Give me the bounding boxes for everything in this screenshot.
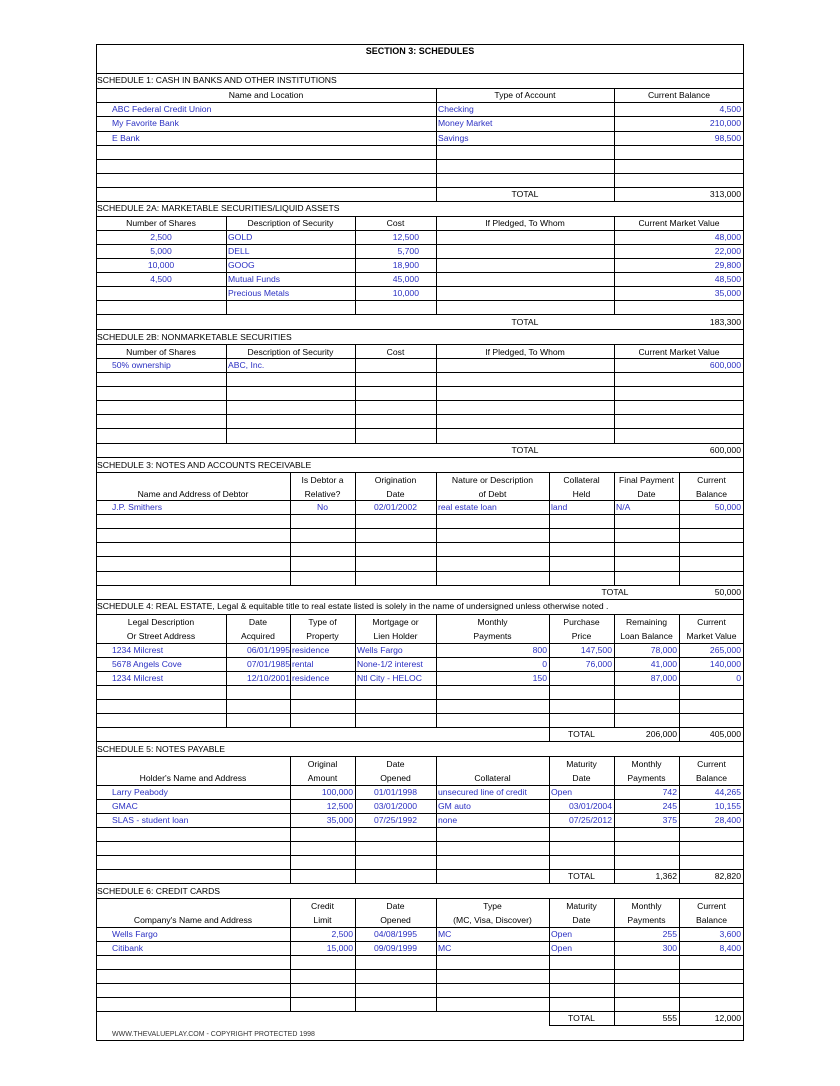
s4-header-price-2: Price <box>571 631 592 641</box>
grid-line <box>96 344 744 345</box>
s4-row-loan: 41,000 <box>650 659 677 669</box>
s4-total-loan: 206,000 <box>645 729 677 739</box>
s6-header-type-1: Type <box>483 901 502 911</box>
grid-line <box>96 244 744 245</box>
s3-header-coll-1: Collateral <box>563 475 600 485</box>
s6-row-lim: 15,000 <box>326 943 353 953</box>
s2a-total-label: TOTAL <box>511 317 539 327</box>
grid-line <box>96 983 744 984</box>
s2a-row-cost: 18,900 <box>392 260 419 270</box>
s5-row-open: 07/25/1992 <box>373 815 417 825</box>
grid-line <box>96 785 744 786</box>
grid-line <box>96 443 744 444</box>
grid-line <box>96 528 744 529</box>
grid-line <box>96 713 744 714</box>
s4-row-loan: 78,000 <box>650 645 677 655</box>
schedule-2a-title: SCHEDULE 2A: MARKETABLE SECURITIES/LIQUID ASSETS <box>97 203 340 213</box>
s2a-header-cost: Cost <box>386 218 405 228</box>
grid-line <box>96 657 744 658</box>
s5-row-holder: SLAS - student loan <box>112 815 189 825</box>
grid-line <box>96 472 744 473</box>
grid-line <box>96 741 744 742</box>
s4-header-mort-2: Lien Holder <box>373 631 418 641</box>
s1-row-balance: 98,500 <box>714 133 741 143</box>
s4-row-type: residence <box>292 673 330 683</box>
s2a-row-shares: 5,000 <box>150 246 172 256</box>
s6-row-type: MC <box>438 943 452 953</box>
grid-line <box>96 88 744 89</box>
s4-total-mkt: 405,000 <box>709 729 741 739</box>
s6-header-comp: Company's Name and Address <box>133 915 253 925</box>
s5-total-bal: 82,820 <box>714 871 741 881</box>
grid-line <box>96 372 744 373</box>
schedule-6-title: SCHEDULE 6: CREDIT CARDS <box>97 886 221 896</box>
s5-header-amt-2: Amount <box>307 773 338 783</box>
s3-header-bal-1: Current <box>697 475 726 485</box>
s6-header-mat-1: Maturity <box>566 901 597 911</box>
s4-header-mkt-1: Current <box>697 617 726 627</box>
s1-header-name: Name and Location <box>228 90 304 100</box>
s5-header-pay-2: Payments <box>627 773 666 783</box>
grid-line <box>96 799 744 800</box>
s3-row-orig: 02/01/2002 <box>373 502 417 512</box>
s2a-row-desc: GOLD <box>228 232 253 242</box>
s4-row-lien: Wells Fargo <box>357 645 403 655</box>
s6-header-bal-2: Balance <box>695 915 728 925</box>
s5-header-bal-2: Balance <box>695 773 728 783</box>
grid-line <box>96 230 744 231</box>
s5-row-amt: 12,500 <box>326 801 353 811</box>
s6-header-open-1: Date <box>386 901 405 911</box>
grid-line <box>96 599 744 600</box>
s4-header-price-1: Purchase <box>563 617 600 627</box>
s6-header-mat-2: Date <box>572 915 591 925</box>
s2a-header-desc: Description of Security <box>247 218 334 228</box>
s4-row-addr: 5678 Angels Cove <box>112 659 182 669</box>
s4-header-legal-2: Or Street Address <box>126 631 196 641</box>
s6-row-open: 09/09/1999 <box>373 943 417 953</box>
s1-row-type: Checking <box>438 104 474 114</box>
s1-row-name: ABC Federal Credit Union <box>112 104 212 114</box>
s2a-row-desc: GOOG <box>228 260 255 270</box>
s5-row-pay: 375 <box>662 815 677 825</box>
s4-row-mkt: 0 <box>736 673 741 683</box>
s6-row-bal: 3,600 <box>719 929 741 939</box>
s3-row-rel: No <box>317 502 328 512</box>
s5-header-pay-1: Monthly <box>631 759 662 769</box>
grid-line <box>96 358 744 359</box>
grid-line <box>96 428 744 429</box>
s3-header-nature-2: of Debt <box>478 489 507 499</box>
s3-row-name: J.P. Smithers <box>112 502 162 512</box>
grid-line <box>96 643 744 644</box>
s2a-row-shares: 4,500 <box>150 274 172 284</box>
s2a-header-pledged: If Pledged, To Whom <box>485 218 565 228</box>
s2a-row-value: 29,800 <box>714 260 741 270</box>
s5-header-amt-1: Original <box>307 759 338 769</box>
s3-header-rel-2: Relative? <box>304 489 341 499</box>
grid-line <box>96 457 744 458</box>
grid-line <box>96 671 744 672</box>
s2a-row-value: 35,000 <box>714 288 741 298</box>
s2b-header-desc: Description of Security <box>247 347 334 357</box>
s4-header-mort-1: Mortgage or <box>372 617 419 627</box>
s6-total-pay: 555 <box>662 1013 677 1023</box>
s1-row-name: My Favorite Bank <box>112 118 179 128</box>
s4-row-pay: 150 <box>532 673 547 683</box>
s5-header-mat-1: Maturity <box>566 759 597 769</box>
s2b-row-shares: 50% ownership <box>112 360 171 370</box>
s5-row-bal: 28,400 <box>714 815 741 825</box>
s2a-row-shares: 10,000 <box>147 260 175 270</box>
s2b-row-value: 600,000 <box>709 360 741 370</box>
s4-row-addr: 1234 Milcrest <box>112 673 164 683</box>
s4-header-mkt-2: Market Value <box>686 631 737 641</box>
grid-line <box>96 116 744 117</box>
s2b-total: 600,000 <box>709 445 741 455</box>
s4-row-mkt: 140,000 <box>709 659 741 669</box>
grid-line <box>96 585 744 586</box>
s4-row-lien: None-1/2 interest <box>357 659 423 669</box>
schedule-2b-title: SCHEDULE 2B: NONMARKETABLE SECURITIES <box>97 332 292 342</box>
grid-line <box>96 258 744 259</box>
s4-row-type: rental <box>292 659 314 669</box>
s3-row-nature: real estate loan <box>438 502 497 512</box>
grid-line <box>96 73 744 74</box>
s5-header-holder: Holder's Name and Address <box>139 773 247 783</box>
s4-row-pay: 0 <box>542 659 547 669</box>
grid-line <box>96 500 744 501</box>
s2b-row-desc: ABC, Inc. <box>228 360 265 370</box>
s6-row-open: 04/08/1995 <box>373 929 417 939</box>
s6-header-lim-1: Credit <box>311 901 334 911</box>
s6-total-bal: 12,000 <box>714 1013 741 1023</box>
grid-line <box>96 201 744 202</box>
s4-header-date-2: Acquired <box>241 631 275 641</box>
schedule-5-title: SCHEDULE 5: NOTES PAYABLE <box>97 744 225 754</box>
s2a-header-value: Current Market Value <box>638 218 720 228</box>
s6-row-type: MC <box>438 929 452 939</box>
s4-row-price: 147,500 <box>580 645 612 655</box>
grid-line <box>96 414 744 415</box>
s4-row-addr: 1234 Milcrest <box>112 645 164 655</box>
s5-row-coll: none <box>438 815 458 825</box>
schedule-1-title: SCHEDULE 1: CASH IN BANKS AND OTHER INSTITUTIONS <box>97 75 337 85</box>
grid-line <box>549 1025 744 1026</box>
s5-row-mat: 03/01/2004 <box>568 801 612 811</box>
section-title: SECTION 3: SCHEDULES <box>365 46 475 56</box>
schedule-3-title: SCHEDULE 3: NOTES AND ACCOUNTS RECEIVABLE <box>97 460 312 470</box>
s1-header-type: Type of Account <box>494 90 556 100</box>
s4-header-pay-1: Monthly <box>477 617 508 627</box>
s6-row-pay: 300 <box>662 943 677 953</box>
s5-row-coll: unsecured line of credit <box>438 787 527 797</box>
s4-row-pay: 800 <box>532 645 547 655</box>
s2b-total-label: TOTAL <box>511 445 539 455</box>
s2a-row-value: 48,500 <box>714 274 741 284</box>
s4-header-pay-2: Payments <box>473 631 512 641</box>
s5-row-amt: 100,000 <box>321 787 353 797</box>
s5-row-mat: 07/25/2012 <box>568 815 612 825</box>
grid-line <box>96 159 744 160</box>
s2a-row-value: 22,000 <box>714 246 741 256</box>
s6-row-lim: 2,500 <box>331 929 353 939</box>
s5-row-amt: 35,000 <box>326 815 353 825</box>
s5-row-holder: Larry Peabody <box>112 787 168 797</box>
s6-header-lim-2: Limit <box>313 915 332 925</box>
grid-line <box>96 400 744 401</box>
s5-row-holder: GMAC <box>112 801 138 811</box>
s3-row-bal: 50,000 <box>714 502 741 512</box>
s5-row-bal: 44,265 <box>714 787 741 797</box>
s1-header-balance: Current Balance <box>647 90 711 100</box>
s2a-row-cost: 10,000 <box>392 288 419 298</box>
s5-row-open: 03/01/2000 <box>373 801 417 811</box>
grid-line <box>96 386 744 387</box>
s2a-header-shares: Number of Shares <box>126 218 196 228</box>
s2b-header-shares: Number of Shares <box>126 347 196 357</box>
s5-header-open-1: Date <box>386 759 405 769</box>
grid-line <box>96 756 744 757</box>
s6-row-bal: 8,400 <box>719 943 741 953</box>
grid-line <box>96 827 744 828</box>
grid-line <box>96 969 744 970</box>
grid-line <box>96 131 744 132</box>
grid-line <box>96 102 744 103</box>
s2a-total: 183,300 <box>709 317 741 327</box>
s3-header-name: Name and Address of Debtor <box>137 489 249 499</box>
s2b-header-cost: Cost <box>386 347 405 357</box>
grid-line <box>96 727 744 728</box>
s6-row-pay: 255 <box>662 929 677 939</box>
grid-line <box>96 685 744 686</box>
s3-header-rel-1: Is Debtor a <box>301 475 344 485</box>
s1-row-type: Savings <box>438 133 469 143</box>
grid-line <box>96 286 744 287</box>
s4-header-date-1: Date <box>248 617 268 627</box>
grid-line <box>96 941 744 942</box>
s4-row-loan: 87,000 <box>650 673 677 683</box>
s4-row-lien: Ntl City - HELOC <box>357 673 422 683</box>
s4-header-loan-1: Remaining <box>625 617 668 627</box>
grid-line <box>96 898 744 899</box>
grid-line <box>96 955 744 956</box>
grid-line <box>96 314 744 315</box>
s4-header-type-1: Type of <box>308 617 337 627</box>
s5-row-coll: GM auto <box>438 801 471 811</box>
grid-line <box>96 997 744 998</box>
s6-row-comp: Wells Fargo <box>112 929 158 939</box>
grid-line <box>96 571 744 572</box>
grid-line <box>96 869 744 870</box>
s6-header-bal-1: Current <box>697 901 726 911</box>
s5-row-mat: Open <box>551 787 573 797</box>
s3-header-coll-2: Held <box>572 489 591 499</box>
s6-header-pay-2: Payments <box>627 915 666 925</box>
s6-header-pay-1: Monthly <box>631 901 662 911</box>
s5-row-bal: 10,155 <box>714 801 741 811</box>
s2a-row-desc: Mutual Funds <box>228 274 281 284</box>
s3-header-final-1: Final Payment <box>619 475 674 485</box>
s6-header-open-2: Opened <box>380 915 411 925</box>
s5-row-pay: 742 <box>662 787 677 797</box>
s3-header-orig-2: Date <box>386 489 405 499</box>
s3-header-orig-1: Origination <box>374 475 417 485</box>
grid-line <box>96 514 744 515</box>
s3-row-final: N/A <box>616 502 631 512</box>
s1-row-balance: 210,000 <box>709 118 741 128</box>
grid-line <box>96 300 744 301</box>
s3-header-bal-2: Balance <box>695 489 728 499</box>
s4-header-legal-1: Legal Description <box>127 617 195 627</box>
s6-row-mat: Open <box>551 943 573 953</box>
s1-row-balance: 4,500 <box>719 104 741 114</box>
s4-row-date: 06/01/1995 <box>246 645 290 655</box>
grid-line <box>96 614 744 615</box>
s1-total-label: TOTAL <box>511 189 539 199</box>
s2a-row-cost: 5,700 <box>397 246 419 256</box>
s6-total-label: TOTAL <box>568 1013 595 1023</box>
s2a-row-desc: Precious Metals <box>228 288 290 298</box>
s4-row-date: 12/10/2001 <box>246 673 290 683</box>
s4-header-type-2: Property <box>306 631 339 641</box>
grid-line <box>96 855 744 856</box>
s4-row-type: residence <box>292 645 330 655</box>
grid-line <box>96 883 744 884</box>
s5-header-open-2: Opened <box>380 773 411 783</box>
s5-header-mat-2: Date <box>572 773 591 783</box>
grid-line <box>96 699 744 700</box>
s3-row-coll: land <box>551 502 568 512</box>
grid-line <box>96 145 744 146</box>
s5-header-coll: Collateral <box>474 773 511 783</box>
grid-line <box>96 927 744 928</box>
s1-total: 313,000 <box>709 189 741 199</box>
s2b-header-pledged: If Pledged, To Whom <box>485 347 565 357</box>
grid-line <box>96 329 744 330</box>
s3-header-final-2: Date <box>637 489 656 499</box>
s2b-header-value: Current Market Value <box>638 347 720 357</box>
s3-total: 50,000 <box>714 587 741 597</box>
grid-line <box>96 216 744 217</box>
s4-total-label: TOTAL <box>568 729 595 739</box>
grid-line <box>96 556 744 557</box>
s2a-row-cost: 12,500 <box>392 232 419 242</box>
s2a-row-desc: DELL <box>228 246 250 256</box>
s6-row-mat: Open <box>551 929 573 939</box>
s1-row-name: E Bank <box>112 133 140 143</box>
grid-line <box>96 173 744 174</box>
grid-line <box>96 841 744 842</box>
s4-row-date: 07/01/1985 <box>246 659 290 669</box>
s5-header-bal-1: Current <box>697 759 726 769</box>
grid-line <box>96 1011 744 1012</box>
s6-header-type-2: (MC, Visa, Discover) <box>453 915 532 925</box>
grid-line <box>96 187 744 188</box>
grid-line <box>96 542 744 543</box>
s2a-row-cost: 45,000 <box>392 274 419 284</box>
s3-total-label: TOTAL <box>601 587 629 597</box>
s3-header-nature-1: Nature or Description <box>451 475 534 485</box>
s2a-row-value: 48,000 <box>714 232 741 242</box>
s4-header-loan-2: Loan Balance <box>620 631 673 641</box>
s4-row-price: 76,000 <box>585 659 612 669</box>
s5-row-open: 01/01/1998 <box>373 787 417 797</box>
schedule-4-title: SCHEDULE 4: REAL ESTATE, Legal & equitable title to real estate listed is solely in the name of undersigned unless otherwise noted . <box>97 601 609 611</box>
s5-total-pay: 1,362 <box>655 871 677 881</box>
s1-row-type: Money Market <box>438 118 493 128</box>
s5-row-pay: 245 <box>662 801 677 811</box>
copyright-footer: WWW.THEVALUEPLAY.COM - COPYRIGHT PROTECTED 1998 <box>112 1031 315 1038</box>
grid-line <box>96 272 744 273</box>
s4-row-mkt: 265,000 <box>709 645 741 655</box>
s6-row-comp: Citibank <box>112 943 144 953</box>
s2a-row-shares: 2,500 <box>150 232 172 242</box>
s5-total-label: TOTAL <box>568 871 595 881</box>
grid-line <box>96 813 744 814</box>
